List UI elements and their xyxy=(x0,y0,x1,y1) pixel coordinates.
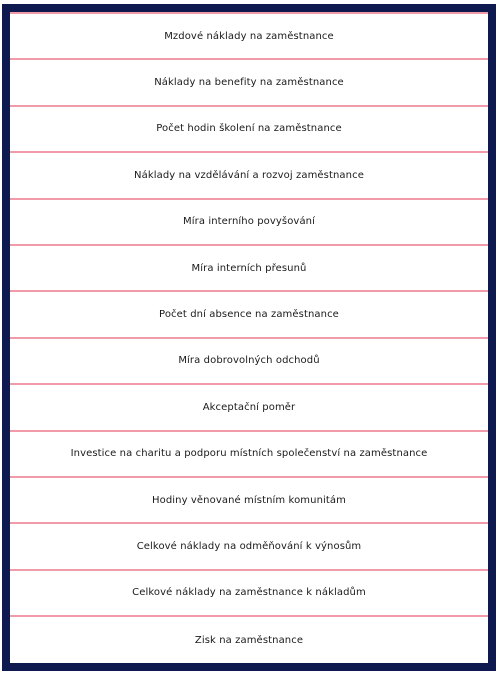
list-item-label: Mzdové náklady na zaměstnance xyxy=(164,30,334,42)
list-item-label: Míra dobrovolných odchodů xyxy=(178,355,320,367)
list-item xyxy=(10,617,488,663)
list-item xyxy=(10,14,488,60)
list-item-label: Akceptační poměr xyxy=(202,401,296,413)
list-item xyxy=(10,571,488,617)
list-item-label: Počet dní absence na zaměstnance xyxy=(159,309,339,321)
list-item xyxy=(10,478,488,524)
list-item-label: Zisk na zaměstnance xyxy=(194,634,304,646)
list-item xyxy=(10,200,488,246)
list-item-label: Náklady na benefity na zaměstnance xyxy=(154,77,344,89)
list-item-label: Počet hodin školení na zaměstnance xyxy=(156,123,342,135)
metrics-panel xyxy=(2,4,496,671)
metrics-list xyxy=(10,12,488,663)
list-item-label: Hodiny věnované místním komunitám xyxy=(152,494,346,506)
list-item-label: Investice na charitu a podporu místních společenství na zaměstnance xyxy=(70,448,428,460)
list-item xyxy=(10,524,488,570)
list-item xyxy=(10,385,488,431)
list-item xyxy=(10,246,488,292)
list-item-label: Míra interních přesunů xyxy=(191,262,307,274)
list-item xyxy=(10,153,488,199)
list-item xyxy=(10,60,488,106)
list-item-label: Celkové náklady na odměňování k výnosům xyxy=(136,540,362,552)
list-item xyxy=(10,292,488,338)
list-item-label: Míra interního povyšování xyxy=(183,216,315,228)
list-item xyxy=(10,107,488,153)
list-item-label: Celkové náklady na zaměstnance k nákladům xyxy=(132,587,366,599)
list-item xyxy=(10,432,488,478)
list-item-label: Náklady na vzdělávání a rozvoj zaměstnance xyxy=(134,169,364,181)
list-item xyxy=(10,339,488,385)
